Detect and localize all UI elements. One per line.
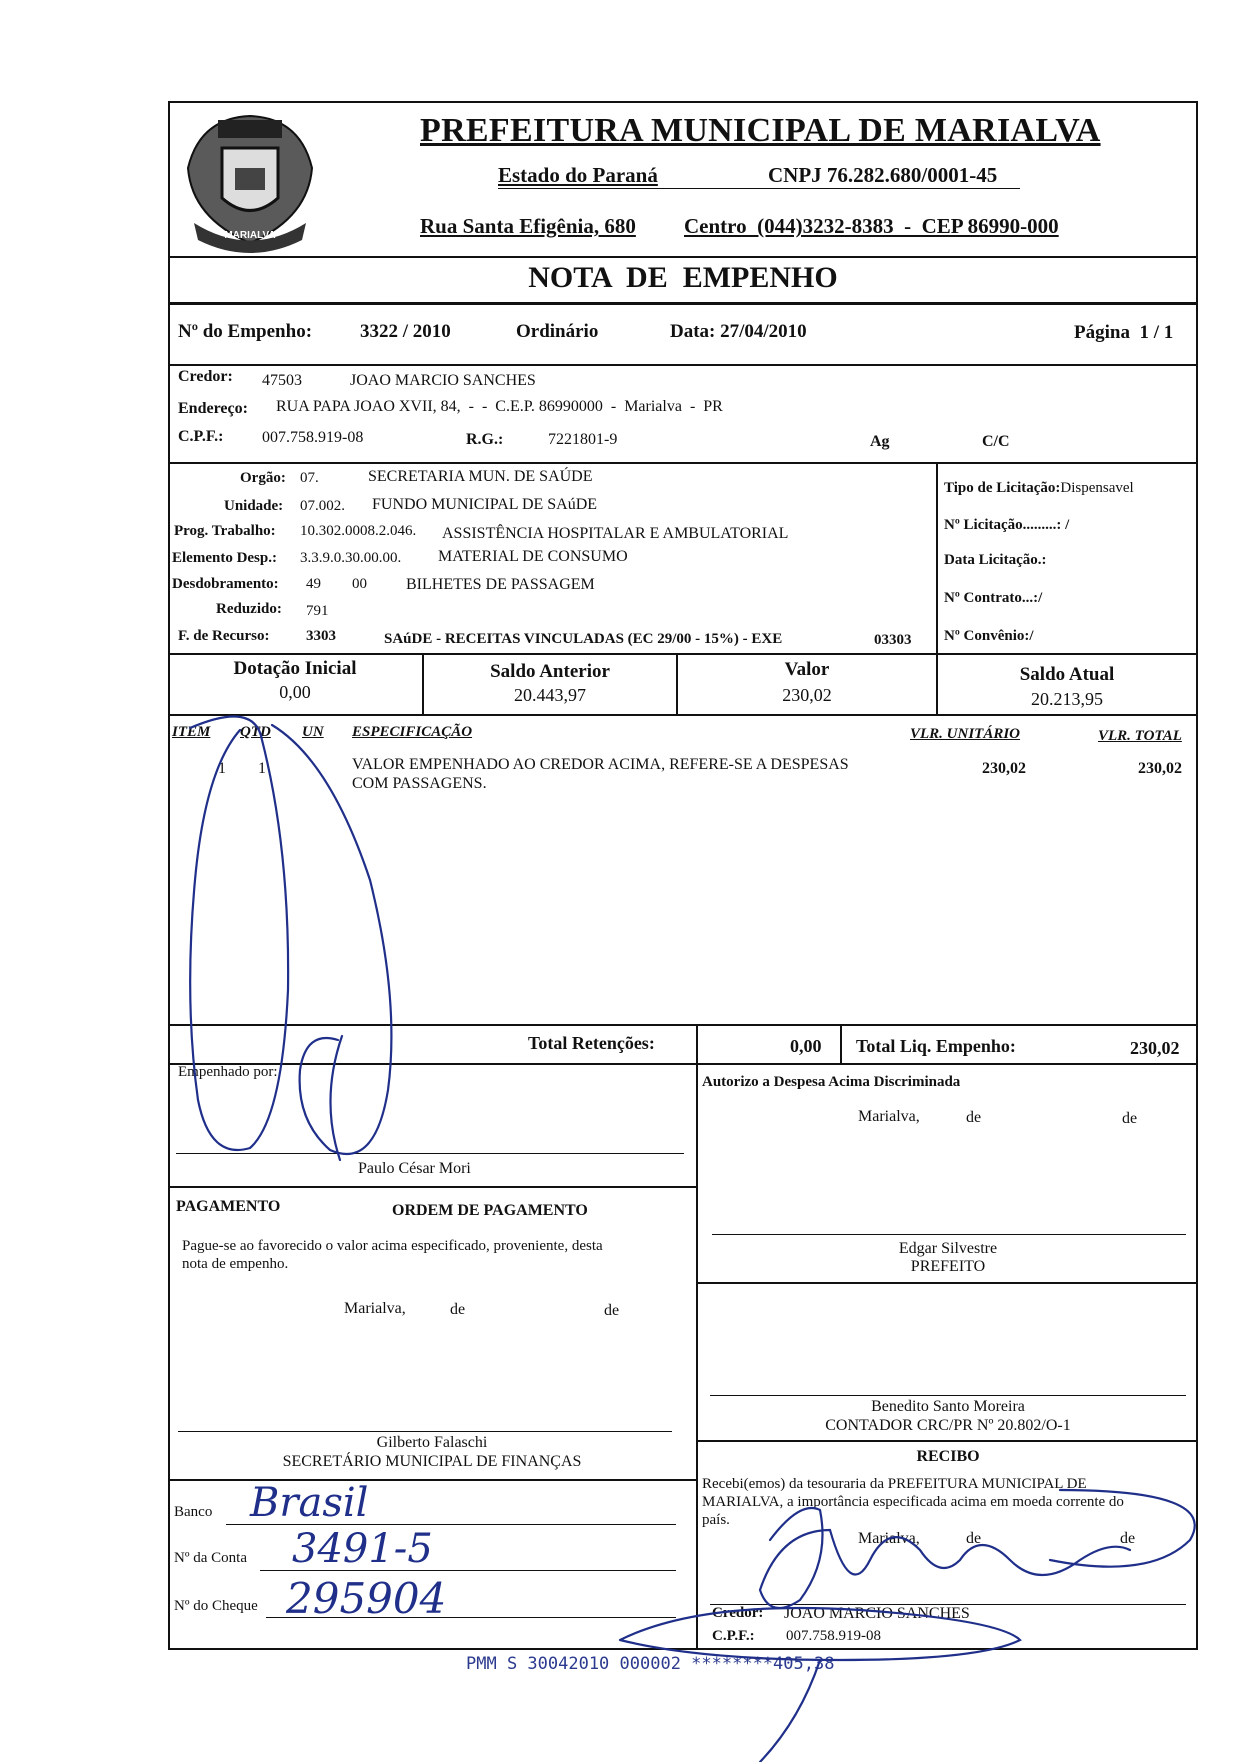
empenhado-por: Empenhado por: bbox=[178, 1064, 278, 1080]
frame-top bbox=[168, 101, 1198, 103]
sig1-name: Paulo César Mori bbox=[358, 1160, 471, 1177]
totals-div2 bbox=[840, 1024, 842, 1064]
licitacao-tipo bbox=[944, 480, 1134, 497]
cpf-label: C.P.F.: bbox=[178, 428, 224, 445]
prefeito-name: Edgar Silvestre bbox=[898, 1240, 998, 1257]
saldo-anterior-value: 20.443,97 bbox=[514, 685, 586, 705]
credor-name: JOAO MARCIO SANCHES bbox=[350, 372, 536, 389]
rg-label: R.G.: bbox=[466, 431, 504, 448]
header-estado: Estado do Paraná bbox=[498, 163, 658, 187]
valor-value: 230,02 bbox=[782, 685, 832, 705]
autorizo-label: Autorizo a Despesa Acima Discriminada bbox=[702, 1074, 961, 1090]
liquido-value: 230,02 bbox=[1130, 1038, 1180, 1058]
contador-title: CONTADOR CRC/PR Nº 20.802/O-1 bbox=[825, 1417, 1071, 1434]
dotacao-inicial-label: Dotação Inicial bbox=[233, 658, 357, 679]
unidade-name: FUNDO MUNICIPAL DE SAúDE bbox=[372, 496, 598, 513]
rec-credor-name: JOAO MARCIO SANCHES bbox=[784, 1605, 970, 1622]
logo-text: MARIALVA bbox=[224, 230, 276, 241]
municipal-logo bbox=[180, 108, 320, 256]
estado-underline bbox=[498, 188, 1020, 189]
recibo-line1: Recebi(emos) da tesouraria da PREFEITURA MUNICIPAL DE bbox=[702, 1476, 1087, 1492]
title-top bbox=[168, 256, 1198, 258]
pagamento-top bbox=[168, 1186, 696, 1188]
rec-cpf-label: C.P.F.: bbox=[712, 1628, 755, 1644]
empenho-page: Página 1 / 1 bbox=[1074, 322, 1174, 343]
liquido-label: Total Liq. Empenho: bbox=[856, 1036, 1016, 1056]
banco-top bbox=[168, 1479, 696, 1481]
header-title: PREFEITURA MUNICIPAL DE MARIALVA bbox=[420, 112, 1101, 149]
payment-stamp: PMM S 30042010 000002 ********405,38 bbox=[466, 1654, 835, 1674]
col-un: UN bbox=[302, 724, 324, 740]
unidade-label: Unidade: bbox=[224, 498, 284, 514]
rec-credor-label: Credor: bbox=[712, 1605, 764, 1621]
desdob-label: Desdobramento: bbox=[172, 576, 279, 592]
desdob-a: 49 bbox=[306, 576, 321, 592]
orgao-name: SECRETARIA MUN. DE SAÚDE bbox=[368, 468, 593, 485]
elemento-code: 3.3.9.0.30.00.00. bbox=[300, 550, 402, 566]
orgao-code: 07. bbox=[300, 470, 319, 486]
frame-left bbox=[168, 101, 170, 1649]
credor-label: Credor: bbox=[178, 368, 233, 385]
totals-div1 bbox=[696, 1024, 698, 1064]
ag-label: Ag bbox=[870, 433, 890, 450]
endereco-label: Endereço: bbox=[178, 400, 248, 417]
rec-cpf-value: 007.758.919-08 bbox=[786, 1628, 881, 1644]
cheque-handwritten: 295904 bbox=[286, 1574, 447, 1623]
pague-line1: Pague-se ao favorecido o valor acima especificado, proveniente, desta bbox=[182, 1238, 603, 1254]
cheque-label: Nº do Cheque bbox=[174, 1598, 258, 1614]
cpf-value: 007.758.919-08 bbox=[262, 429, 364, 446]
licitacao-contrato: Nº Contrato...:/ bbox=[944, 590, 1043, 606]
header-contact: Centro (044)3232-8383 - CEP 86990-000 bbox=[684, 214, 1059, 238]
recibo-line3: país. bbox=[702, 1512, 730, 1528]
conta-label: Nº da Conta bbox=[174, 1550, 247, 1566]
saldo-atual-value: 20.213,95 bbox=[1031, 689, 1103, 709]
retencoes-label: Total Retenções: bbox=[528, 1033, 655, 1053]
credor-code: 47503 bbox=[262, 372, 302, 389]
licitacao-tipo-label: Tipo de Licitação: bbox=[944, 480, 1061, 496]
saldo-anterior-label: Saldo Anterior bbox=[490, 661, 610, 682]
row-especificacao-2: COM PASSAGENS. bbox=[352, 775, 487, 792]
col-item: ITEM bbox=[172, 724, 211, 740]
empenho-type: Ordinário bbox=[516, 321, 599, 342]
endereco-value: RUA PAPA JOAO XVII, 84, - - C.E.P. 86990000 - Marialva - PR bbox=[276, 398, 723, 415]
recurso-code: 3303 bbox=[306, 628, 336, 644]
reduzido-value: 791 bbox=[306, 603, 329, 619]
credor-bottom bbox=[168, 462, 1198, 464]
recurso-name: SAúDE - RECEITAS VINCULADAS (EC 29/00 - 15%) - EXE bbox=[384, 631, 783, 647]
sig2-name: Gilberto Falaschi bbox=[376, 1434, 488, 1451]
prog-name: ASSISTÊNCIA HOSPITALAR E AMBULATORIAL bbox=[442, 525, 789, 542]
recurso-label: F. de Recurso: bbox=[178, 628, 270, 644]
aut-de1: de bbox=[966, 1109, 982, 1126]
sig2-line bbox=[178, 1431, 672, 1432]
saldos-bottom bbox=[168, 714, 1198, 716]
prog-code: 10.302.0008.2.046. bbox=[300, 523, 417, 539]
rec-local: Marialva, bbox=[858, 1530, 920, 1547]
dotacao-inicial-value: 0,00 bbox=[279, 682, 311, 702]
banco-handwritten: Brasil bbox=[250, 1480, 369, 1526]
reduzido-label: Reduzido: bbox=[216, 601, 282, 617]
saldo-atual-label: Saldo Atual bbox=[1019, 664, 1115, 685]
header-cnpj: CNPJ 76.282.680/0001-45 bbox=[768, 163, 998, 187]
pag-local: Marialva, bbox=[344, 1300, 406, 1317]
col-vlr-unitario: VLR. UNITÁRIO bbox=[910, 726, 1021, 742]
elemento-name: MATERIAL DE CONSUMO bbox=[438, 548, 628, 565]
pag-de2: de bbox=[604, 1302, 620, 1319]
col-especificacao: ESPECIFICAÇÃO bbox=[352, 724, 473, 740]
pagamento-label: PAGAMENTO bbox=[176, 1198, 281, 1215]
recibo-label: RECIBO bbox=[916, 1448, 980, 1465]
banco-label: Banco bbox=[174, 1504, 213, 1520]
elemento-label: Elemento Desp.: bbox=[172, 550, 277, 566]
pague-line2: nota de empenho. bbox=[182, 1256, 289, 1272]
row-qtd: 1 bbox=[258, 760, 266, 777]
row-item: 1 bbox=[218, 760, 226, 777]
aut-local: Marialva, bbox=[858, 1108, 920, 1125]
rg-value: 7221801-9 bbox=[548, 431, 618, 448]
sig1-line bbox=[176, 1153, 684, 1154]
dotacao-bottom bbox=[168, 653, 1198, 655]
aut-de2: de bbox=[1122, 1110, 1138, 1127]
desdob-name: BILHETES DE PASSAGEM bbox=[406, 576, 595, 593]
recurso-code2: 03303 bbox=[874, 632, 912, 648]
orgao-label: Orgão: bbox=[240, 470, 286, 486]
retencoes-value: 0,00 bbox=[790, 1036, 822, 1056]
ordem-label: ORDEM DE PAGAMENTO bbox=[392, 1202, 588, 1219]
title-bottom bbox=[168, 302, 1198, 305]
prefeito-line bbox=[712, 1234, 1186, 1235]
empenho-date: Data: 27/04/2010 bbox=[670, 321, 807, 342]
totals-bottom bbox=[168, 1063, 1198, 1065]
conta-handwritten: 3491-5 bbox=[292, 1526, 433, 1572]
dotacao-divider bbox=[936, 462, 938, 654]
prog-label: Prog. Trabalho: bbox=[174, 523, 276, 539]
rec-de1: de bbox=[966, 1530, 982, 1547]
bottom-vertical bbox=[696, 1063, 698, 1650]
header-address: Rua Santa Efigênia, 680 bbox=[420, 214, 636, 238]
sig2-title: SECRETÁRIO MUNICIPAL DE FINANÇAS bbox=[282, 1453, 582, 1470]
recibo-top bbox=[696, 1440, 1198, 1442]
licitacao-tipo-value: Dispensavel bbox=[1060, 480, 1134, 496]
pag-de1: de bbox=[450, 1301, 466, 1318]
row-vlr-unitario: 230,02 bbox=[982, 760, 1026, 777]
unidade-code: 07.002. bbox=[300, 498, 345, 514]
licitacao-numero: Nº Licitação.........: / bbox=[944, 517, 1070, 533]
empenho-number: 3322 / 2010 bbox=[360, 321, 451, 342]
valor-label: Valor bbox=[784, 659, 830, 680]
desdob-b: 00 bbox=[352, 576, 367, 592]
col-qtd: QTD bbox=[240, 724, 271, 740]
contador-line bbox=[710, 1395, 1186, 1396]
rec-de2: de bbox=[1120, 1530, 1136, 1547]
contador-name: Benedito Santo Moreira bbox=[871, 1398, 1025, 1415]
col-vlr-total: VLR. TOTAL bbox=[1098, 728, 1182, 744]
empenho-label: Nº do Empenho: bbox=[178, 321, 313, 342]
row-vlr-total: 230,02 bbox=[1138, 760, 1182, 777]
row-especificacao-1: VALOR EMPENHADO AO CREDOR ACIMA, REFERE-SE A DESPESAS bbox=[352, 756, 849, 773]
doc-title: NOTA DE EMPENHO bbox=[528, 261, 838, 294]
licitacao-data: Data Licitação.: bbox=[944, 552, 1047, 568]
empenho-bottom bbox=[168, 364, 1198, 366]
contador-top bbox=[696, 1282, 1198, 1284]
frame-bottom bbox=[168, 1648, 1198, 1650]
cc-label: C/C bbox=[982, 433, 1010, 450]
licitacao-convenio: Nº Convênio:/ bbox=[944, 628, 1034, 644]
prefeito-title: PREFEITO bbox=[910, 1258, 986, 1275]
totals-top bbox=[168, 1024, 1198, 1026]
recibo-line2: MARIALVA, a importância especificada acima em moeda corrente do bbox=[702, 1494, 1124, 1510]
